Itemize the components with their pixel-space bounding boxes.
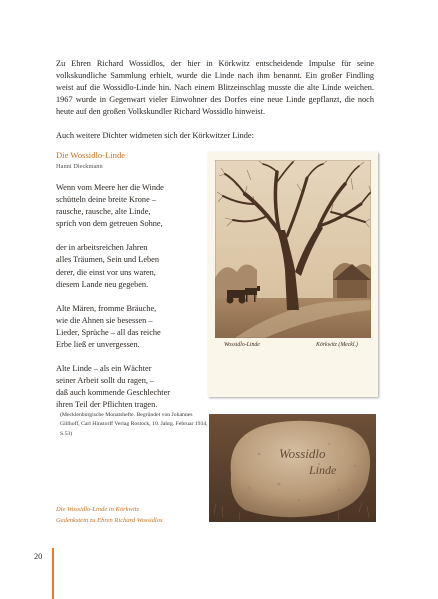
linden-tree-image [215,160,371,338]
poem-line: daß auch kommende Geschlechter [56,388,171,398]
intro-paragraph-2: Auch weitere Dichter widmeten sich der Körkwitzer Linde: [56,131,254,141]
poem-line: Erbe ließ er unvergessen. [56,340,140,350]
linden-tree-photo [208,152,378,397]
poem-line: Lieder, Sprüche – all das reiche [56,327,161,337]
photo-caption-left: Wossidlo-Linde [224,342,260,348]
poem-line: sprich von dem getreuen Sohne, [56,219,163,229]
stone-inscription-2: Linde [309,463,337,477]
poem-source: (Mecklenburgische Monatshefte. Begründet von Johannes Gillhoff, Carl Hinstorff Verlag Rostock, 10. Jahrg. Februar 1934, S.53) [60,412,208,437]
poem-line: wie die Ahnen sie besessen – [56,315,153,325]
memorial-stone-image [209,414,376,522]
intro-text [56,58,374,155]
poem [56,182,206,424]
page-number: 20 [34,552,43,561]
poem-line: der in arbeitsreichen Jahren [56,243,148,253]
poem-stanza-3 [56,303,206,351]
poem-line: diesem Lande neu gegeben. [56,279,149,289]
intro-paragraph-1: Zu Ehren Richard Wossidlos, der hier in Körkwitz entscheidende Impulse für seine volkskundliche Sammlung erhielt, wurde die Linde nach ihm benannt. Ein großer Findling weist auf die Wossidlo-Linde hin. Nach einem Blitzeinschlag musste die alte Linde weichen. 1967 wurde in Gegenwart vieler Einwohner des Dorfes eine neue Linde gepflanzt, die noch heute auf den großen Volkskundler Richard Wossidlo hinweist. [56,59,374,117]
caption-stone: Gedenkstein zu Ehren Richard Wossidlos [56,516,163,524]
poem-stanza-1 [56,182,206,230]
poem-stanza-2 [56,242,206,290]
photo-caption-right: Körkwitz (Meckl.) [316,342,358,348]
poem-stanza-4 [56,363,206,411]
poem-line: schütteln deine breite Krone – [56,195,156,205]
memorial-stone-photo [209,414,376,522]
poem-title: Die Wossidlo-Linde [56,150,126,160]
poem-line: ihren Teil der Pflichten tragen. [56,400,158,410]
stone-inscription-1: Wossidlo [279,446,326,461]
poem-line: rausche, rausche, alte Linde, [56,207,151,217]
poem-line: Wenn vom Meere her die Winde [56,183,164,192]
poem-author: Hanni Dieckmann [56,163,103,170]
poem-line: alles Träumen, Sein und Leben [56,255,160,265]
page-rule [52,548,54,599]
poem-line: Alte Mären, fromme Bräuche, [56,303,157,313]
caption-tree: Die Wossidlo-Linde in Körkwitz [56,506,140,513]
photo-captions [56,505,163,526]
poem-line: Alte Linde – als ein Wächter [56,364,152,374]
poem-line: derer, die einst vor uns waren, [56,267,156,277]
poem-line: seiner Arbeit sollt du ragen, – [56,376,155,386]
